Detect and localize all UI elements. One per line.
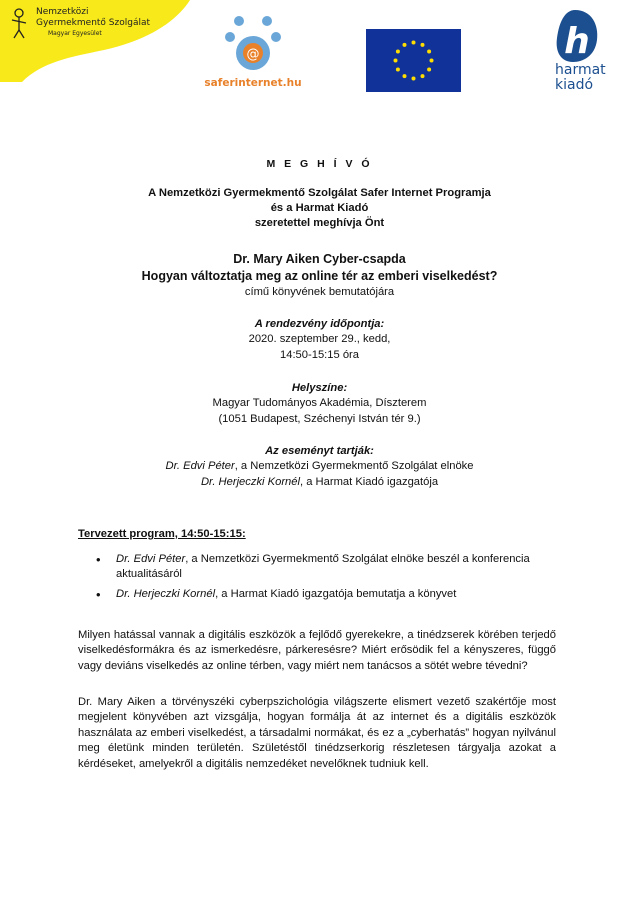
host1-name: Dr. Edvi Péter <box>165 460 235 473</box>
ngysz-yellow-shape <box>0 0 190 82</box>
org-line3: szeretettel meghívja Önt <box>254 217 385 229</box>
host-1 <box>0 459 639 474</box>
eu-stars-icon <box>366 29 461 92</box>
program-item-name: Dr. Herjeczki Kornél <box>116 588 216 600</box>
eu-flag <box>366 29 461 92</box>
harmat-line2: kiadó <box>555 77 594 93</box>
harmat-h-icon <box>553 10 627 93</box>
program-list <box>78 552 558 607</box>
saferinternet-logo <box>204 12 302 92</box>
host2-name: Dr. Herjeczki Kornél <box>200 475 300 488</box>
program-item-text: , a Nemzetközi Gyermekmentő Szolgálat elnöke beszél a konferencia aktualitásáról <box>116 553 530 580</box>
svg-text:@: @ <box>246 47 260 62</box>
book-info <box>0 251 639 300</box>
hosts-label: Az eseményt tartják: <box>265 445 374 457</box>
event-place <box>0 381 639 427</box>
place-label: Helyszíne: <box>291 382 348 394</box>
book-author-title: Dr. Mary Aiken Cyber-csapda <box>233 252 406 266</box>
org-line1: A Nemzetközi Gyermekmentő Szolgálat Safer Internet Programja <box>148 187 491 199</box>
ngysz-line1: Nemzetközi <box>36 7 89 17</box>
org-line2: és a Harmat Kiadó <box>270 202 369 214</box>
invitation-title: M E G H Í V Ó <box>266 158 373 170</box>
host1-role: , a Nemzetközi Gyermekmentő Szolgálat elnöke <box>234 460 474 473</box>
event-hours: 14:50-15:15 óra <box>280 348 359 361</box>
program-title: Tervezett program, 14:50-15:15: <box>78 528 246 540</box>
paw-icon <box>204 12 302 92</box>
ngysz-line3: Magyar Egyesület <box>48 30 102 37</box>
program-item-text: , a Harmat Kiadó igazgatója bemutatja a könyvet <box>215 588 457 600</box>
harmat-logo <box>553 10 627 93</box>
program-item <box>78 587 558 602</box>
event-time <box>0 317 639 363</box>
description-paragraph-1: Milyen hatással vannak a digitális eszközök a fejlődő gyerekekre, a tinédzserek körében terjedő viselkedésformákra és az ismerkedésre, párkeresésre? Miért erősödik fel a kényszeres, függő vagy deviáns viselkedés az online térben, vagy miért nem tanácsos a sötét webre tévedni? <box>78 629 556 672</box>
ngysz-line2: Gyermekmentő Szolgálat <box>36 18 151 28</box>
saferinternet-text: saferinternet.hu <box>204 77 302 89</box>
book-presentation: című könyvének bemutatójára <box>244 286 395 298</box>
place-address: (1051 Budapest, Széchenyi István tér 9.) <box>218 412 421 425</box>
event-hosts <box>0 444 639 490</box>
book-subtitle: Hogyan változtatja meg az online tér az emberi viselkedést? <box>141 269 498 283</box>
host-2 <box>0 475 639 490</box>
svg-text:h: h <box>564 21 590 62</box>
ngysz-logo <box>0 0 190 82</box>
time-label: A rendezvény időpontja: <box>254 318 385 330</box>
organizers <box>0 186 639 231</box>
program-item <box>78 552 558 582</box>
event-date: 2020. szeptember 29., kedd, <box>248 333 391 346</box>
description-paragraph-2: Dr. Mary Aiken a törvényszéki cyberpszichológia világszerte elismert vezető szakértője most megjelent könyvében azt vizsgálja, hogyan formálja át az internet és a digitális eszközök használata az emberi viselkedést, a társadalmi normákat, és ez a „cyberhatás” hogyan nyilvánul meg életünk minden területén. Születéstől tinédzserkorig részletesen tárgyalja azokat a kérdéseket, amelyekről a digitális nemzedéket nevelőknek tudniuk kell. <box>78 696 556 770</box>
place-name: Magyar Tudományos Akadémia, Díszterem <box>212 397 427 410</box>
program-item-name: Dr. Edvi Péter <box>116 553 186 565</box>
host2-role: , a Harmat Kiadó igazgatója <box>300 475 439 488</box>
harmat-line1: harmat <box>555 62 606 78</box>
